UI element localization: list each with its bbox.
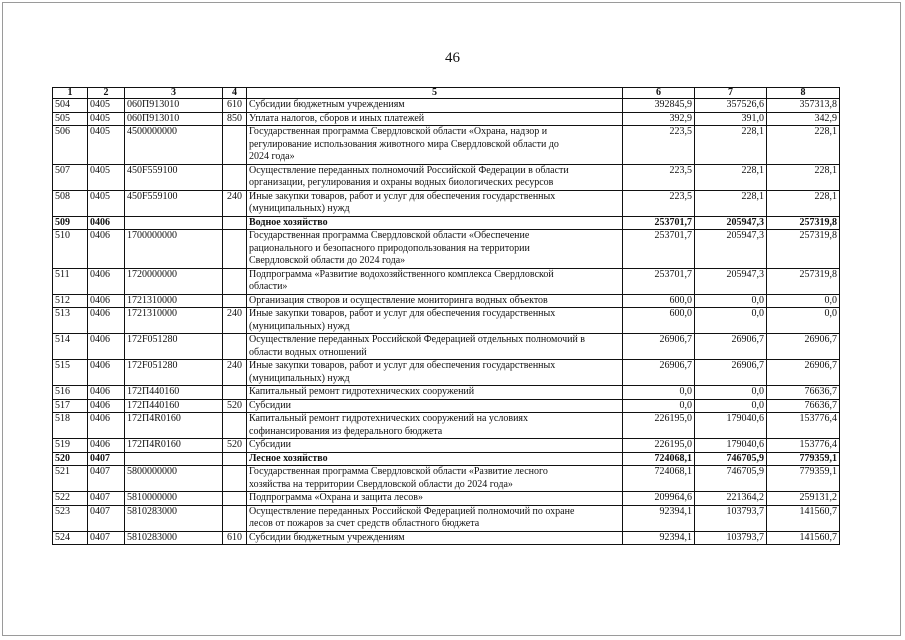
amount-col8-cell: 259131,2	[767, 492, 840, 506]
expense-type-cell: 610	[223, 531, 247, 545]
name-cell	[247, 386, 623, 400]
section-code-cell: 0406	[88, 399, 125, 413]
target-code-cell	[125, 452, 223, 466]
amount-col7-cell: 228,1	[695, 190, 767, 216]
amount-col7-cell: 205947,3	[695, 230, 767, 269]
target-code-cell: 450F559100	[125, 190, 223, 216]
target-code-cell: 172П440160	[125, 386, 223, 400]
expense-type-cell	[223, 164, 247, 190]
table-row	[53, 294, 840, 308]
amount-col8-cell: 153776,4	[767, 439, 840, 453]
section-code-cell: 0407	[88, 466, 125, 492]
amount-col6-cell: 92394,1	[623, 531, 695, 545]
name-cell	[247, 399, 623, 413]
amount-col8-cell: 76636,7	[767, 386, 840, 400]
amount-col8-cell: 228,1	[767, 190, 840, 216]
name-line: области водных отношений	[249, 346, 367, 358]
name-cell	[247, 492, 623, 506]
expense-type-cell	[223, 466, 247, 492]
section-code-cell: 0407	[88, 452, 125, 466]
expense-type-cell	[223, 334, 247, 360]
target-code-cell: 1721310000	[125, 308, 223, 334]
amount-col6-cell: 392,9	[623, 112, 695, 126]
row-number-cell: 517	[53, 399, 88, 413]
name-line: (муниципальных) нужд	[249, 320, 350, 332]
expense-type-cell	[223, 126, 247, 165]
name-line: рационального и безопасного природопользования на территории	[249, 242, 530, 254]
amount-col6-cell: 392845,9	[623, 99, 695, 113]
name-line: (муниципальных) нужд	[249, 203, 350, 214]
target-code-cell: 1720000000	[125, 268, 223, 294]
section-code-cell: 0405	[88, 190, 125, 216]
target-code-cell: 5810283000	[125, 505, 223, 531]
amount-col6-cell: 0,0	[623, 399, 695, 413]
table-row	[53, 334, 840, 360]
section-code-cell: 0406	[88, 294, 125, 308]
expense-type-cell	[223, 216, 247, 230]
row-number-cell: 523	[53, 505, 88, 531]
amount-col8-cell: 257319,8	[767, 216, 840, 230]
table-row	[53, 492, 840, 506]
name-line: организации, регулирования и охраны водных биологических ресурсов	[249, 177, 554, 188]
amount-col7-cell: 391,0	[695, 112, 767, 126]
name-line: хозяйства на территории Свердловской области до 2024 года»	[249, 478, 513, 490]
expense-type-cell	[223, 413, 247, 439]
section-code-cell: 0406	[88, 360, 125, 386]
name-line: Субсидии бюджетным учреждениям	[249, 99, 405, 110]
amount-col7-cell: 205947,3	[695, 268, 767, 294]
target-code-cell: 1700000000	[125, 230, 223, 269]
amount-col6-cell: 223,5	[623, 190, 695, 216]
section-code-cell: 0405	[88, 164, 125, 190]
section-code-cell: 0405	[88, 112, 125, 126]
table-row	[53, 216, 840, 230]
column-header: 7	[695, 88, 767, 99]
expense-type-cell	[223, 386, 247, 400]
section-code-cell: 0406	[88, 268, 125, 294]
target-code-cell: 172П4R0160	[125, 413, 223, 439]
row-number-cell: 516	[53, 386, 88, 400]
target-code-cell: 172F051280	[125, 360, 223, 386]
column-header: 6	[623, 88, 695, 99]
name-cell	[247, 268, 623, 294]
target-code-cell: 172П440160	[125, 399, 223, 413]
section-code-cell: 0406	[88, 439, 125, 453]
amount-col7-cell: 26906,7	[695, 360, 767, 386]
amount-col6-cell: 253701,7	[623, 268, 695, 294]
name-line: Лесное хозяйство	[249, 452, 328, 464]
target-code-cell: 450F559100	[125, 164, 223, 190]
row-number-cell: 520	[53, 452, 88, 466]
row-number-cell: 504	[53, 99, 88, 113]
expense-type-cell: 240	[223, 360, 247, 386]
target-code-cell: 4500000000	[125, 126, 223, 165]
amount-col7-cell: 221364,2	[695, 492, 767, 506]
row-number-cell: 505	[53, 112, 88, 126]
amount-col7-cell: 0,0	[695, 399, 767, 413]
table-row	[53, 112, 840, 126]
target-code-cell: 5810283000	[125, 531, 223, 545]
name-line: Уплата налогов, сборов и иных платежей	[249, 112, 425, 124]
amount-col8-cell: 26906,7	[767, 360, 840, 386]
name-line: Иные закупки товаров, работ и услуг для обеспечения государственных	[249, 360, 556, 371]
column-header: 2	[88, 88, 125, 99]
row-number-cell: 514	[53, 334, 88, 360]
section-code-cell: 0407	[88, 492, 125, 506]
name-cell	[247, 531, 623, 545]
expense-type-cell	[223, 452, 247, 466]
column-header: 8	[767, 88, 840, 99]
amount-col8-cell: 357313,8	[767, 99, 840, 113]
amount-col7-cell: 746705,9	[695, 466, 767, 492]
column-header: 5	[247, 88, 623, 99]
name-line: Государственная программа Свердловской области «Охрана, надзор и	[249, 126, 548, 137]
expense-type-cell: 610	[223, 99, 247, 113]
name-cell	[247, 99, 623, 113]
page-number: 46	[445, 50, 460, 66]
name-line: Подпрограмма «Охрана и защита лесов»	[249, 492, 423, 503]
name-line: 2024 года»	[249, 151, 295, 162]
target-code-cell: 5810000000	[125, 492, 223, 506]
table-row	[53, 505, 840, 531]
table-body	[53, 99, 840, 545]
amount-col6-cell: 223,5	[623, 126, 695, 165]
table-row	[53, 399, 840, 413]
amount-col6-cell: 0,0	[623, 386, 695, 400]
name-line: Капитальный ремонт гидротехнических сооружений	[249, 386, 475, 397]
amount-col7-cell: 0,0	[695, 294, 767, 308]
budget-table	[52, 87, 840, 545]
header-row	[53, 88, 840, 99]
target-code-cell: 172П4R0160	[125, 439, 223, 453]
amount-col7-cell: 179040,6	[695, 439, 767, 453]
amount-col8-cell: 0,0	[767, 308, 840, 334]
expense-type-cell: 520	[223, 399, 247, 413]
name-line: Государственная программа Свердловской области «Обеспечение	[249, 230, 530, 241]
name-cell	[247, 230, 623, 269]
name-cell	[247, 466, 623, 492]
expense-type-cell: 240	[223, 308, 247, 334]
amount-col6-cell: 223,5	[623, 164, 695, 190]
amount-col8-cell: 153776,4	[767, 413, 840, 439]
amount-col8-cell: 0,0	[767, 294, 840, 308]
target-code-cell: 1721310000	[125, 294, 223, 308]
amount-col7-cell: 0,0	[695, 308, 767, 334]
expense-type-cell	[223, 492, 247, 506]
name-line: Организация створов и осуществление мониторинга водных объектов	[249, 294, 548, 306]
row-number-cell: 521	[53, 466, 88, 492]
section-code-cell: 0407	[88, 531, 125, 545]
amount-col6-cell: 253701,7	[623, 230, 695, 269]
target-code-cell	[125, 216, 223, 230]
name-line: Капитальный ремонт гидротехнических сооружений на условиях	[249, 413, 529, 424]
row-number-cell: 519	[53, 439, 88, 453]
amount-col6-cell: 226195,0	[623, 439, 695, 453]
table-row	[53, 439, 840, 453]
amount-col6-cell: 226195,0	[623, 413, 695, 439]
amount-col6-cell: 600,0	[623, 308, 695, 334]
table-row	[53, 164, 840, 190]
target-code-cell: 060П913010	[125, 112, 223, 126]
row-number-cell: 524	[53, 531, 88, 545]
amount-col8-cell: 342,9	[767, 112, 840, 126]
section-code-cell: 0405	[88, 99, 125, 113]
target-code-cell: 060П913010	[125, 99, 223, 113]
target-code-cell: 5800000000	[125, 466, 223, 492]
section-code-cell: 0406	[88, 386, 125, 400]
column-header: 1	[53, 88, 88, 99]
section-code-cell: 0406	[88, 216, 125, 230]
expense-type-cell	[223, 230, 247, 269]
table-row	[53, 308, 840, 334]
amount-col8-cell: 257319,8	[767, 230, 840, 269]
name-cell	[247, 452, 623, 466]
name-line: области»	[249, 281, 288, 292]
expense-type-cell	[223, 505, 247, 531]
amount-col6-cell: 724068,1	[623, 466, 695, 492]
amount-col6-cell: 600,0	[623, 294, 695, 308]
amount-col7-cell: 26906,7	[695, 334, 767, 360]
column-header: 4	[223, 88, 247, 99]
amount-col7-cell: 228,1	[695, 164, 767, 190]
name-line: Свердловской области до 2024 года»	[249, 255, 406, 266]
table-row	[53, 531, 840, 545]
amount-col6-cell: 253701,7	[623, 216, 695, 230]
table-row	[53, 126, 840, 165]
table-row	[53, 190, 840, 216]
section-code-cell: 0406	[88, 413, 125, 439]
section-code-cell: 0407	[88, 505, 125, 531]
name-line: Субсидии бюджетным учреждениям	[249, 531, 405, 543]
name-cell	[247, 413, 623, 439]
table-row	[53, 360, 840, 386]
name-cell	[247, 308, 623, 334]
expense-type-cell: 850	[223, 112, 247, 126]
amount-col8-cell: 257319,8	[767, 268, 840, 294]
name-cell	[247, 294, 623, 308]
amount-col8-cell: 228,1	[767, 126, 840, 165]
table-row	[53, 99, 840, 113]
target-code-cell: 172F051280	[125, 334, 223, 360]
name-line: Осуществление переданных полномочий Российской Федерации в области	[249, 164, 569, 176]
section-code-cell: 0406	[88, 308, 125, 334]
amount-col8-cell: 779359,1	[767, 452, 840, 466]
row-number-cell: 508	[53, 190, 88, 216]
name-line: Государственная программа Свердловской области «Развитие лесного	[249, 466, 548, 477]
name-cell	[247, 334, 623, 360]
name-cell	[247, 126, 623, 165]
name-cell	[247, 360, 623, 386]
name-line: Субсидии	[249, 439, 291, 450]
name-line: (муниципальных) нужд	[249, 372, 350, 384]
amount-col8-cell: 26906,7	[767, 334, 840, 360]
table-row	[53, 466, 840, 492]
name-line: Осуществление переданных Российской Федерацией отдельных полномочий в	[249, 334, 586, 345]
amount-col6-cell: 92394,1	[623, 505, 695, 531]
name-cell	[247, 505, 623, 531]
name-line: Осуществление переданных Российской Федерацией полномочий по охране	[249, 505, 575, 517]
amount-col7-cell: 228,1	[695, 126, 767, 165]
amount-col8-cell: 779359,1	[767, 466, 840, 492]
table-row	[53, 386, 840, 400]
name-cell	[247, 439, 623, 453]
row-number-cell: 509	[53, 216, 88, 230]
expense-type-cell: 520	[223, 439, 247, 453]
amount-col7-cell: 746705,9	[695, 452, 767, 466]
row-number-cell: 507	[53, 164, 88, 190]
amount-col7-cell: 0,0	[695, 386, 767, 400]
name-cell	[247, 216, 623, 230]
name-line: Иные закупки товаров, работ и услуг для обеспечения государственных	[249, 308, 556, 319]
amount-col7-cell: 357526,6	[695, 99, 767, 113]
section-code-cell: 0406	[88, 334, 125, 360]
row-number-cell: 511	[53, 268, 88, 294]
name-line: Субсидии	[249, 399, 291, 411]
row-number-cell: 515	[53, 360, 88, 386]
name-line: Подпрограмма «Развитие водохозяйственного комплекса Свердловской	[249, 268, 554, 280]
amount-col7-cell: 205947,3	[695, 216, 767, 230]
row-number-cell: 510	[53, 230, 88, 269]
table-row	[53, 452, 840, 466]
table-row	[53, 230, 840, 269]
name-line: регулирование использования животного мира Свердловской области до	[249, 138, 559, 150]
amount-col6-cell: 724068,1	[623, 452, 695, 466]
amount-col7-cell: 103793,7	[695, 531, 767, 545]
name-cell	[247, 164, 623, 190]
amount-col8-cell: 76636,7	[767, 399, 840, 413]
amount-col6-cell: 209964,6	[623, 492, 695, 506]
amount-col7-cell: 179040,6	[695, 413, 767, 439]
row-number-cell: 506	[53, 126, 88, 165]
name-line: софинансирования из федерального бюджета	[249, 425, 443, 437]
name-line: лесов от пожаров за счет средств областного бюджета	[249, 518, 480, 529]
expense-type-cell: 240	[223, 190, 247, 216]
row-number-cell: 513	[53, 308, 88, 334]
row-number-cell: 512	[53, 294, 88, 308]
table-row	[53, 413, 840, 439]
section-code-cell: 0405	[88, 126, 125, 165]
amount-col8-cell: 141560,7	[767, 505, 840, 531]
column-header: 3	[125, 88, 223, 99]
expense-type-cell	[223, 268, 247, 294]
name-line: Иные закупки товаров, работ и услуг для обеспечения государственных	[249, 190, 556, 202]
row-number-cell: 522	[53, 492, 88, 506]
table-row	[53, 268, 840, 294]
amount-col7-cell: 103793,7	[695, 505, 767, 531]
section-code-cell: 0406	[88, 230, 125, 269]
amount-col6-cell: 26906,7	[623, 360, 695, 386]
amount-col8-cell: 228,1	[767, 164, 840, 190]
name-cell	[247, 112, 623, 126]
amount-col8-cell: 141560,7	[767, 531, 840, 545]
row-number-cell: 518	[53, 413, 88, 439]
name-cell	[247, 190, 623, 216]
name-line: Водное хозяйство	[249, 216, 328, 228]
amount-col6-cell: 26906,7	[623, 334, 695, 360]
expense-type-cell	[223, 294, 247, 308]
